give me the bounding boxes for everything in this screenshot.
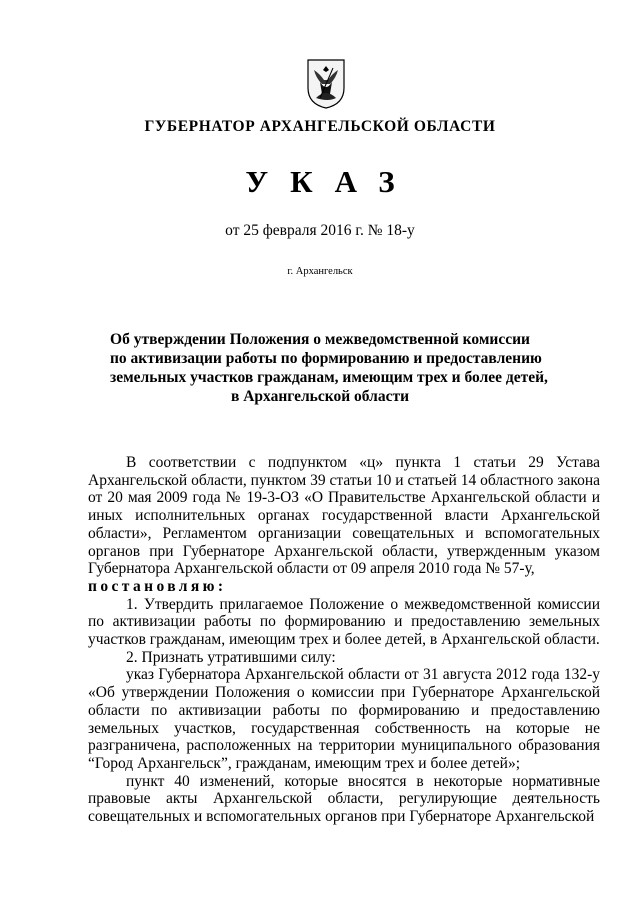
item-2-paragraph: 2. Признать утратившими силу: [126, 648, 336, 666]
document-date-number: от 25 февраля 2016 г. № 18-у [225, 222, 415, 239]
item-2a-paragraph: указ Губернатора Архангельской области от 31 августа 2012 года 132-у «Об утверждении Положения о комиссии при Губернаторе Архангельской области по активизации работы по формированию и предоставлению земельных участков, государственная собственность на которые не разграничена, расположенных на территории муниципального образования “Город Архангельск”, гражданам, имеющим трех и более детей»; [88, 666, 600, 772]
document-type-heading: УКАЗ [245, 164, 417, 199]
title-line: в Архангельской области [230, 388, 410, 405]
preamble-paragraph: В соответствии с подпунктом «ц» пункта 1 статьи 29 Устава Архангельской области, пунктом 39 статьи 10 и статьей 14 областного закона от 20 мая 2009 года № 19-3-ОЗ «О Правительстве Архангельской области и иных исполнительных органах государственной власти Архангельской области», Регламентом организации совещательных и вспомогательных органов при Губернаторе Архангельской области, утвержденным указом Губернатора Архангельской области от 09 апреля 2010 года № 57-у, [88, 454, 600, 578]
item-1-paragraph: 1. Утвердить прилагаемое Положение о межведомственной комиссии по активизации работы по формированию и предоставлению земельных участков гражданам, имеющим трех и более детей, в Архангельской области. [88, 595, 600, 649]
document-title [110, 330, 548, 406]
document-city: г. Архангельск [287, 266, 353, 277]
resolves-word: постановляю: [88, 577, 227, 595]
title-line: Об утверждении Положения о межведомственной комиссии [110, 331, 530, 348]
coat-of-arms-icon [306, 58, 346, 110]
document-body [88, 454, 600, 826]
item-2b-paragraph: пункт 40 изменений, которые вносятся в некоторые нормативные правовые акты Архангельской области, регулирующие деятельность совещательных и вспомогательных органов при Губернаторе Архангельской [88, 772, 600, 826]
title-line: земельных участков гражданам, имеющим трех и более детей, [110, 369, 548, 386]
title-line: по активизации работы по формированию и предоставлению [110, 350, 542, 367]
organization-heading: ГУБЕРНАТОР АРХАНГЕЛЬСКОЙ ОБЛАСТИ [144, 118, 496, 135]
